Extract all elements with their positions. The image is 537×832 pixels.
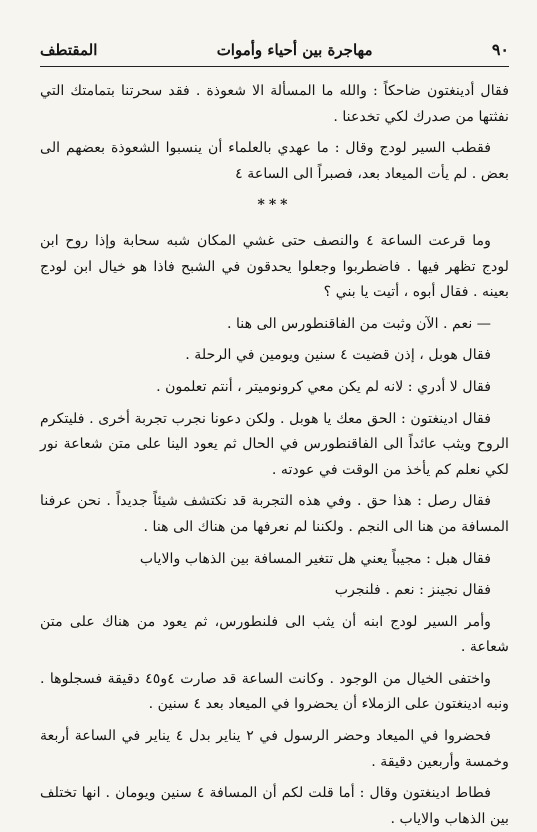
journal-name: المقتطف <box>40 41 98 59</box>
page-number: ٩٠ <box>491 40 509 59</box>
page-body <box>40 79 509 832</box>
paragraph: واختفى الخيال من الوجود . وكانت الساعة قد صارت ٤و٤٥ دقيقة فسجلوها . ونبه ادينغتون على الزملاء أن يحضروا في الميعاد بعد ٤ سنين . <box>40 670 509 713</box>
paragraph: فقال هوبل ، إذن قضيت ٤ سنين ويومين في الرحلة . <box>185 347 491 364</box>
paragraph: — نعم . الآن وثبت من الفاقنطورس الى هنا . <box>226 315 491 332</box>
paragraph: فقال ادينغتون : الحق معك يا هوبل . ولكن دعونا نجرب تجربة أخرى . فليتكرم الروح ويثب عائداً الى الفاقنطورس في الحال ثم يعود الينا على متن شعاعة نور لكي نعلم كم يأخذ من الوقت في عودته . <box>40 410 509 478</box>
paragraph: فحضروا في الميعاد وحضر الرسول في ٢ يناير بدل ٤ يناير في الساعة أربعة وخمسة وأربعين دقيقة . <box>40 728 509 770</box>
paragraph: فقال رصل : هذا حق . وفي هذه التجربة قد نكتشف شيئاً جديداً . نحن عرفنا المسافة من هنا الى النجم . ولكننا لم نعرفها من هناك الى هنا . <box>40 493 509 535</box>
paragraph: فقال نجينز : نعم . فلنجرب <box>334 582 491 599</box>
running-header <box>40 40 509 62</box>
paragraph: وأمر السير لودج ابنه أن يثب الى فلنطورس، ثم يعود من هناك على متن شعاعة . <box>40 613 509 656</box>
article-title: مهاجرة بين أحياء وأموات <box>216 41 373 59</box>
paragraph: فقطب السير لودج وقال : ما عهدي بالعلماء أن ينسبوا الشعوذة بعضهم الى بعض . لم يأت الميعاد بعد، فصبراً الى الساعة ٤ <box>40 140 509 182</box>
paragraph: فقال أدينغتون ضاحكاً : والله ما المسألة الا شعوذة . فقد سحرتنا بتمامتك التي نفثتها من صدرك لكي تخدعنا . <box>40 83 509 125</box>
paragraph: فطاط ادينغتون وقال : أما قلت لكم أن المسافة ٤ سنين ويومان . انها تختلف بين الذهاب والاياب . <box>40 785 509 827</box>
header-rule <box>40 66 509 67</box>
section-separator: *** <box>257 197 292 214</box>
paragraph: فقال لا أدري : لانه لم يكن معي كرونوميتر ، أنتم تعلمون . <box>156 378 491 395</box>
paragraph: فقال هبل : مجيباً يعني هل تتغير المسافة بين الذهاب والاياب <box>139 550 491 567</box>
paragraph: وما قرعت الساعة ٤ والنصف حتى غشي المكان شبه سحابة وإذا روح ابن لودج تظهر فيها . فاضطربوا وجعلوا يحدقون في الشبح فاذا هو خيال ابن لودج بعينه . فقال أبوه ، أتيت يا بني ؟ <box>40 232 509 301</box>
